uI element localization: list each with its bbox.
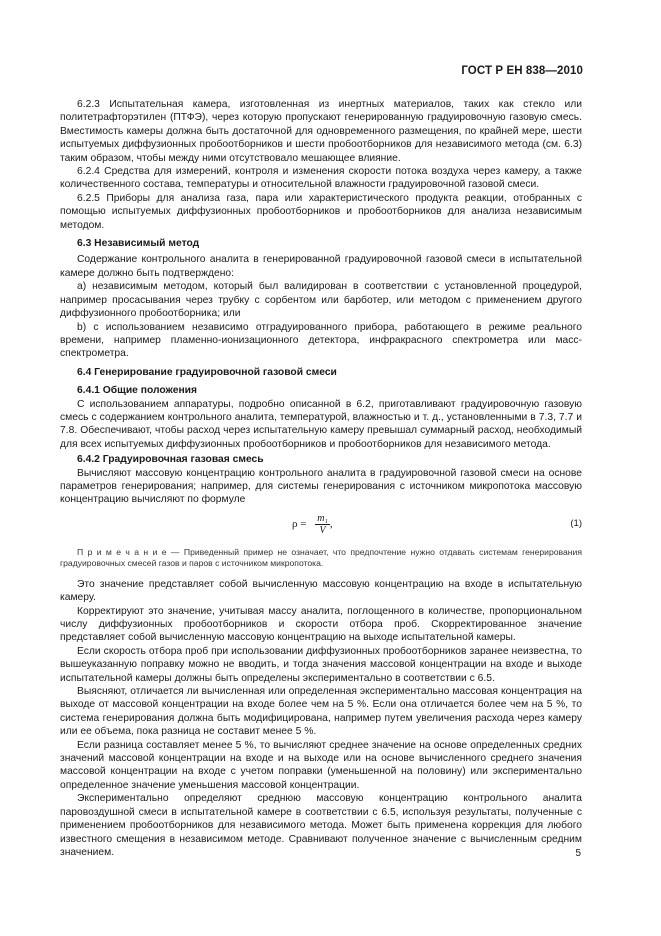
paragraph-6-2-3: 6.2.3 Испытательная камера, изготовленная из инертных материалов, таких как стекло или политетрафторэтилен (ПТФЭ), через которую пропускают генерированную градуировочную газовую смесь. Вместимость камеры должна быть достаточной для одновременного размещения, по крайней мере, шести испытуемых диффузионных пробоотборников и шести пробоотборников для независимого метода (см. 6.3) таким образом, чтобы между ними отсутствовало мешающее влияние. bbox=[60, 99, 582, 164]
paragraph-difference-check: Выясняют, отличается ли вычисленная или определенная экспериментально массовая концентрация на выходе от массовой концентрации на входе более чем на 5 %. Если она отличается более чем на 5 %, то система генерирования должна быть модифицирована, например путем увеличения расхода через камеру или ее объема, пока разница не составит менее 5 %. bbox=[60, 686, 582, 738]
paragraph-experimental: Экспериментально определяют среднюю массовую концентрацию контрольного аналита паровоздушной смеси в испытательной камере в соответствии с 6.5, используя результаты, полученные с применением пробоотборников для независимого метода. Может быть применена коррекция для любого известного смещения в независимом методе. Сравнивают полученное значение с вычисленным средним значением. bbox=[60, 793, 582, 858]
section-heading-6-4-1: 6.4.1 Общие положения bbox=[77, 385, 197, 397]
paragraph-correction: Корректируют это значение, учитывая массу аналита, поглощенного в количестве, пропорциональном числу диффузионных пробоотборников и скорости отбора проб. Скорректированное значение представляет собой вычисленную массовую концентрацию на выходе испытательной камеры. bbox=[60, 605, 582, 644]
paragraph-mean-value: Если разница составляет менее 5 %, то вычисляют среднее значение на основе определенных средних значений массовой концентрации на входе и на выходе или на основе вычисленного среднего значения массовой концентрации на входе с учетом поправки (уменьшенной на половину) или экспериментально определенное значение уменьшения массовой концентрации. bbox=[60, 739, 582, 791]
formula-dot: , bbox=[329, 517, 333, 530]
paragraph-6-2-5: 6.2.5 Приборы для анализа газа, пара или характеристического продукта реакции, отобранных с помощью испытуемых диффузионных пробоотборников и пробоотборников для анализа независимым методом. bbox=[60, 192, 582, 231]
formula-numerator: m₁ bbox=[317, 512, 328, 524]
paragraph-6-2-4: 6.2.4 Средства для измерений, контроля и изменения скорости потока воздуха через камеру, а также количественного состава, температуры и относительной влажности градуировочной газовой смеси. bbox=[60, 166, 582, 191]
list-item-b: b) с использованием независимо отградуированного прибора, работающего в режиме реального времени, например пламенно-ионизационного детектора, инфракрасного спектрометра или масс-спектрометра. bbox=[60, 321, 582, 360]
paragraph-independent-method: Содержание контрольного аналита в генерированной градуировочной газовой смеси в испытательной камере должно быть подтверждено: bbox=[60, 254, 582, 279]
formula-denominator: V bbox=[319, 524, 326, 536]
formula-lhs: ρ bbox=[292, 517, 298, 530]
paragraph-unknown-rate: Если скорость отбора проб при использовании диффузионных пробоотборников заранее неизвестна, то вышеуказанную поправку можно не вводить, и тогда значения массовой концентрации на входе и выходе испытательной камеры должны быть определены экспериментально в соответствии с 6.5. bbox=[60, 645, 582, 684]
formula-equals: = bbox=[300, 517, 307, 530]
section-heading-6-4-2: 6.4.2 Градуировочная газовая смесь bbox=[77, 454, 264, 466]
list-item-a: a) независимым методом, который был валидирован в соответствии с установленной процедурой, например просасывания через трубку с сорбентом или барботер, или методом с применением другого диффузионного пробоотборника; или bbox=[60, 281, 582, 320]
page-number: 5 bbox=[575, 848, 581, 859]
section-heading-6-4: 6.4 Генерирование градуировочной газовой смеси bbox=[77, 366, 337, 378]
formula-number: (1) bbox=[570, 517, 582, 529]
paragraph-calculation: Вычисляют массовую концентрацию контрольного аналита в градуировочной газовой смеси на основе параметров генерирования; например, для системы генерирования с источником микропотока массовую концентрацию вычисляют по формуле bbox=[60, 467, 582, 506]
formula-1 bbox=[60, 513, 582, 539]
note: П р и м е ч а н и е — Приведенный пример не означает, что предпочтение нужно отдавать системам генерирования градуировочных смесей газов и паров с источником микропотока. bbox=[60, 546, 582, 569]
document-body bbox=[60, 98, 582, 859]
formula-fraction bbox=[315, 513, 330, 536]
paragraph-inlet-value: Это значение представляет собой вычисленную массовую концентрацию на входе в испытательную камеру. bbox=[60, 578, 582, 604]
document-id-header: ГОСТ Р ЕН 838—2010 bbox=[461, 65, 583, 77]
paragraph-general: С использованием аппаратуры, подробно описанной в 6.2, приготавливают градуировочную газовую смесь с содержанием контрольного аналита, температурой, влажностью и т. д., установленными в 7.3, 7.7 и 7.8. Обеспечивают, чтобы расход через испытательную камеру превышал суммарный расход, необходимый для всех испытуемых диффузионных пробоотборников и пробоотборников для независимого метода. bbox=[60, 398, 582, 450]
section-heading-6-3: 6.3 Независимый метод bbox=[77, 238, 200, 250]
